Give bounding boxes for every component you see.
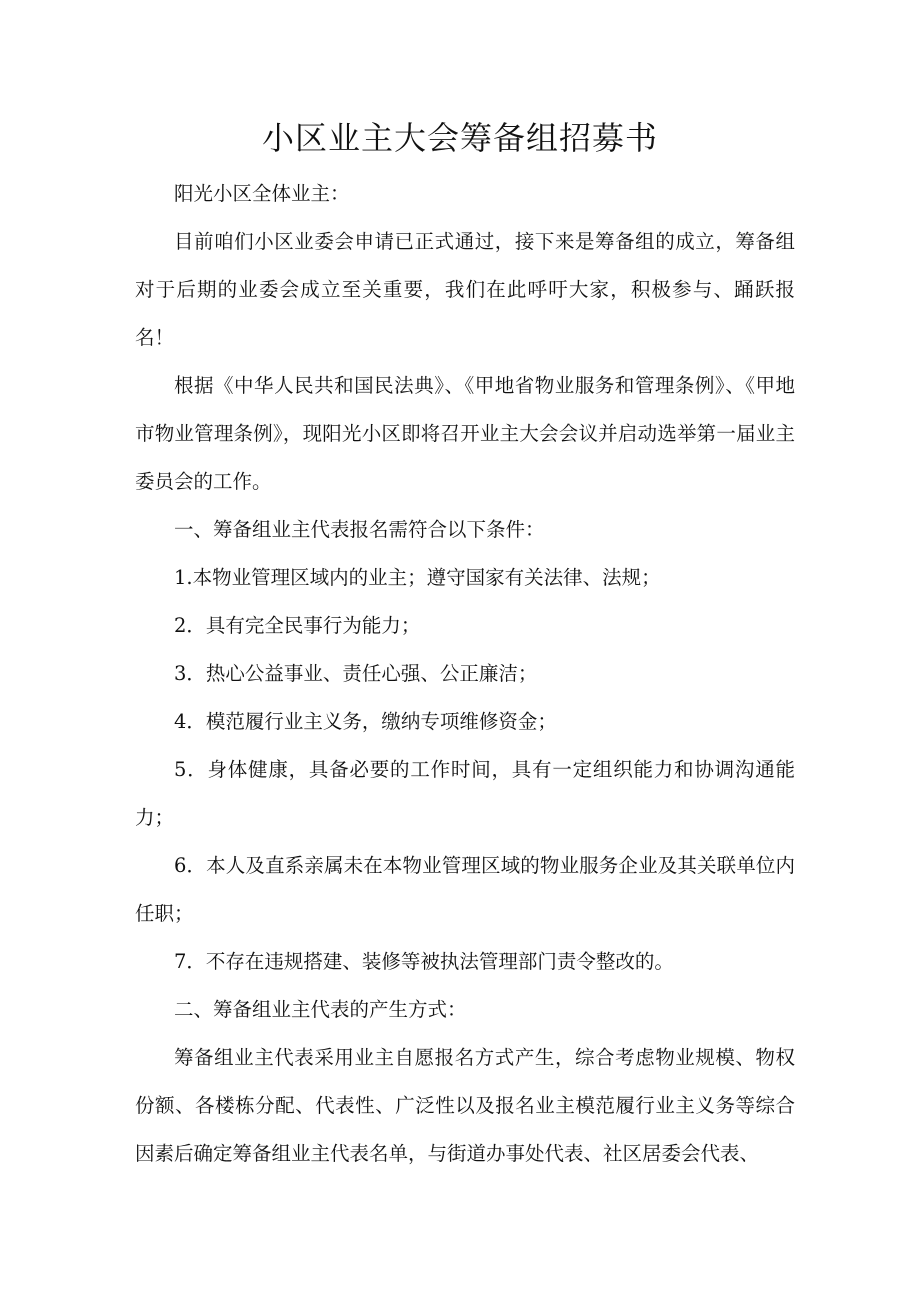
legal-basis-paragraph: 根据《中华人民共和国民法典》、《甲地省物业服务和管理条例》、《甲地市物业管理条例》，现阳光小区即将召开业主大会会议并启动选举第一届业主委员会的工作。: [135, 374, 795, 493]
section-heading-method: 二、筹备组业主代表的产生方式：: [174, 998, 467, 1021]
condition-item-5: 5．身体健康，具备必要的工作时间，具有一定组织能力和协调沟通能力；: [135, 758, 795, 829]
section-heading-conditions: 一、筹备组业主代表报名需符合以下条件：: [174, 518, 545, 541]
document-title: 小区业主大会筹备组招募书: [261, 119, 658, 157]
condition-item-4: 4．模范履行业主义务，缴纳专项维修资金；: [174, 710, 557, 733]
condition-item-1: 1.本物业管理区域内的业主；遵守国家有关法律、法规；: [174, 566, 661, 589]
method-paragraph: 筹备组业主代表采用业主自愿报名方式产生，综合考虑物业规模、物权份额、各楼栋分配、代表性、广泛性以及报名业主模范履行业主义务等综合因素后确定筹备组业主代表名单，与街道办事处代表、社区居委会代表、: [135, 1046, 795, 1165]
condition-item-6: 6．本人及直系亲属未在本物业管理区域的物业服务企业及其关联单位内任职；: [135, 854, 795, 925]
intro-paragraph: 目前咱们小区业委会申请已正式通过，接下来是筹备组的成立，筹备组对于后期的业委会成立至关重要，我们在此呼吁大家，积极参与、踊跃报名！: [135, 230, 795, 349]
condition-item-7: 7．不存在违规搭建、装修等被执法管理部门责令整改的。: [174, 950, 674, 973]
salutation: 阳光小区全体业主：: [174, 182, 350, 205]
condition-item-2: 2．具有完全民事行为能力；: [174, 614, 421, 637]
condition-item-3: 3．热心公益事业、责任心强、公正廉洁；: [174, 662, 538, 685]
document-body: [135, 170, 795, 1178]
